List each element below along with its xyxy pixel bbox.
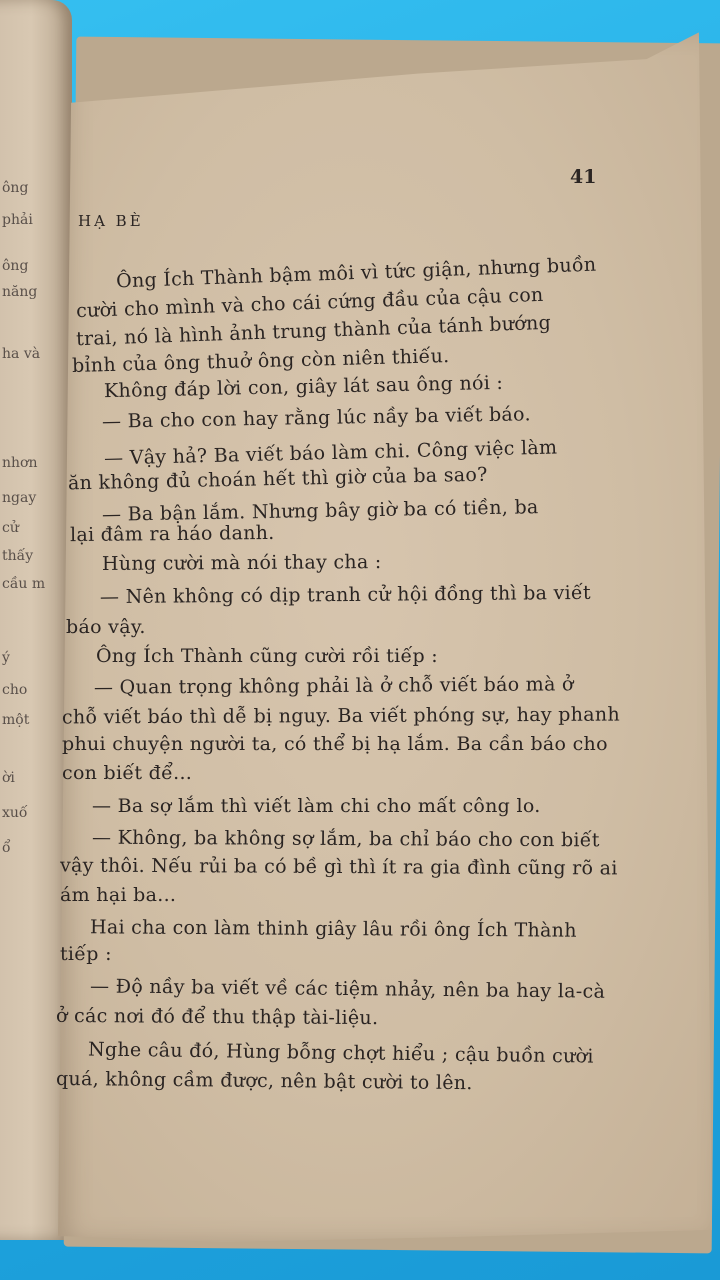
- text-line: — Vậy hả? Ba viết báo làm chi. Công việc làm: [103, 436, 558, 470]
- left-page-fragment: ông: [2, 258, 29, 274]
- page-number: 41: [570, 166, 597, 188]
- left-page-fragment: ông: [2, 180, 29, 196]
- text-line: báo vậy.: [66, 616, 146, 638]
- text-line: bỉnh của ông thuở ông còn niên thiếu.: [71, 345, 450, 377]
- text-line: — Độ nầy ba viết về các tiệm nhảy, nên ba hay la-cà: [89, 975, 606, 1003]
- left-page-fragment: cử: [2, 520, 19, 536]
- left-page-fragment: một: [2, 712, 30, 728]
- left-page-fragment: thấy: [2, 548, 34, 564]
- text-line: chỗ viết báo thì dễ bị nguy. Ba viết phóng sự, hay phanh: [61, 703, 621, 729]
- text-line: quá, không cầm được, nên bật cười to lên.: [55, 1067, 473, 1095]
- text-line: con biết để...: [62, 762, 193, 784]
- left-page-fragment: ngay: [2, 490, 37, 506]
- text-line: phui chuyện người ta, có thể bị hạ lắm. Ba cần báo cho: [62, 733, 608, 755]
- text-line: vậy thôi. Nếu rủi ba có bề gì thì ít ra gia đình cũng rõ ai: [59, 854, 618, 880]
- left-page-fragment: ý: [2, 650, 10, 666]
- left-page-fragment: ha và: [2, 346, 41, 362]
- left-page-fragment: năng: [2, 284, 38, 300]
- text-line: Hùng cười mà nói thay cha :: [101, 551, 382, 575]
- text-line: Ông Ích Thành bậm môi vì tức giận, nhưng buồn: [115, 253, 597, 293]
- left-page-fragment: ổ: [2, 840, 11, 856]
- text-line: ở các nơi đó để thu thập tài-liệu.: [55, 1004, 379, 1030]
- text-line: trai, nó là hình ảnh trung thành của tánh bướng: [75, 311, 552, 351]
- text-line: Không đáp lời con, giây lát sau ông nói :: [103, 371, 504, 403]
- text-line: — Quan trọng không phải là ở chỗ viết báo mà ở: [93, 673, 574, 699]
- left-page-fragment: nhơn: [2, 455, 38, 471]
- text-line: — Nên không có dịp tranh cử hội đồng thì ba viết: [99, 581, 592, 609]
- left-page-fragment: xuố: [2, 805, 28, 821]
- text-line: ăn không đủ choán hết thì giờ của ba sao?: [67, 463, 488, 495]
- left-page-fragment: phải: [2, 212, 33, 228]
- text-line: Hai cha con làm thinh giây lâu rồi ông Ích Thành: [89, 916, 577, 942]
- text-line: lại đâm ra háo danh.: [69, 521, 275, 547]
- text-line: — Ba cho con hay rằng lúc nầy ba viết báo.: [101, 403, 532, 433]
- text-line: — Ba bận lắm. Nhưng bây giờ ba có tiền, ba: [101, 496, 539, 526]
- left-page-fragment: ời: [2, 770, 15, 786]
- running-head: HẠ BÈ: [78, 212, 144, 230]
- left-page-fragment: cầu m: [2, 576, 46, 592]
- text-line: Ông Ích Thành cũng cười rồi tiếp :: [96, 645, 438, 667]
- text-line: Nghe câu đó, Hùng bỗng chợt hiểu ; cậu buồn cười: [87, 1038, 594, 1068]
- left-page-fragment: cho: [2, 682, 28, 698]
- text-line: — Ba sợ lắm thì viết làm chi cho mất công lo.: [92, 795, 541, 817]
- text-line: ám hại ba...: [60, 884, 177, 906]
- text-line: tiếp :: [60, 943, 112, 965]
- text-line: — Không, ba không sợ lắm, ba chỉ báo cho con biết: [91, 826, 600, 852]
- text-line: cười cho mình và cho cái cứng đầu của cậu con: [75, 283, 544, 323]
